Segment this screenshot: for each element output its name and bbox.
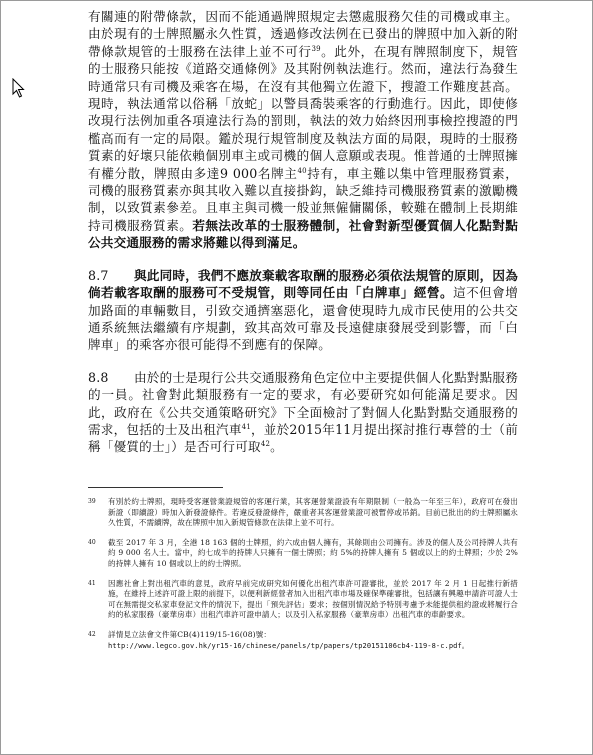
footnote-39 (88, 497, 518, 529)
footnote-42 (88, 630, 518, 651)
paragraph-8-8 (88, 369, 518, 456)
footnote-reference[interactable]: 42 (260, 440, 271, 449)
paragraph-text: 有關連的附帶條款，因而不能通過牌照規定去懲處服務欠佳的司機或車主。由於現有的士牌照屬永久性質，透過修改法例在已發出的牌照中加入新的附帶條款規管的士服務在法律上並不可行 (88, 9, 518, 59)
footnote-mark: 41 (88, 579, 96, 587)
paragraph-bold-text: 與此同時，我們不應放棄載客取酬的服務必須依法規管的原則，因為倘若載客取酬的服務可不受規管，則等同任由「白牌車」經營。 (88, 267, 518, 301)
footnote-link[interactable]: http://www.legco.gov.hk/yr15-16/chinese/panels/tp/papers/tp20151106cb4-119-8-c.pdf。 (108, 641, 469, 650)
paragraph-8-7 (88, 267, 518, 354)
paragraph-number: 8.7 (88, 267, 109, 283)
footnote-41 (88, 579, 518, 621)
footnote-reference[interactable]: 39 (311, 44, 321, 53)
footnote-text: 因應社會上對出租汽車的意見，政府早前完成研究如何優化出租汽車許可證審批，並於 2017 年 2 月 1 日起推行新措施，在維持上述許可證上限的前提下，以便利新經營者加入出租汽車市場及確保準確審批，包括讓有興趣申請許可證人士可在無需提交私家車登記文件的情況下，提出「預先評估」要求；按個別情況給予特別考慮予未能提供租約證或將履行合約的私家服務（豪華房車）出租汽車許可證申請人；以及引入私家服務（豪華房車）出租汽車的車齡要求。 (108, 578, 518, 620)
footnote-text: 有別於約士牌照，現時受客運營業證規管的客運行業，其客運營業證設有年期限制（一般為一年至三年），政府可在發出新證（即續證）時加入新發證條件。若違反發證條件，嚴重者其客運營業證可被暫停或吊銷。目前已批出的約士牌照屬永久性質，不需續牌，故在牌照中加入新規管條款在法律上並不可行。 (108, 497, 518, 528)
footnote-mark: 40 (88, 538, 96, 546)
footnote-mark: 42 (88, 630, 96, 638)
paragraph-text: 持有，車主難以集中管理服務質素，司機的服務質素亦與其收入難以直接掛鈎，缺乏維持司機服務質素的激勵機制，以致質素參差。且車主與司機一般並無僱傭關係，較難在體制上長期維持司機服務質素。 (88, 165, 519, 233)
paragraph-text: ，並於2015年11月提出探討推行專營的士（前稱「優質的士」）是否可行可取 (88, 421, 518, 455)
paragraph-text: 這不但會增加路面的車輛數目，引致交通擠塞惡化，還會使現時九成市民使用的公共交通系統無法繼續有序規劃，致其高效可靠及長遠健康發展受到影響，而「白牌車」的乘客亦很可能得不到應有的保障。 (88, 285, 519, 353)
footnote-reference[interactable]: 41 (241, 422, 251, 431)
paragraph-bold-text: 若無法改革的士服務體制，社會對新型優質個人化點對點公共交通服務的需求將難以得到滿足。 (88, 217, 519, 251)
paragraph-text: 由於的士是現行公共交通服務角色定位中主要提供個人化點對點服務的一員。社會對此類服務有一定的要求，有必要研究如何能滿足要求。因此，政府在《公共交通策略研究》下全面檢討了對個人化點對點交通服務的需求，包括的士及出租汽車 (88, 369, 518, 437)
footnote-reference[interactable]: 40 (297, 166, 307, 175)
paragraph-number: 8.8 (88, 369, 109, 385)
footnote-text: 詳情見立法會文件第CB(4)119/15-16(08)號： (108, 629, 272, 639)
footnotes-section (88, 497, 518, 660)
paragraph-text: 。此外，在現有牌照制度下，規管的士服務只能按《道路交通條例》及其附例執法進行。然而，違法行為發生時通常只有司機及乘客在場，在沒有其他獨立佐證下，搜證工作難度甚高。現時，執法通常以俗稱「放蛇」以警員喬裝乘客的行動進行。因此，即使修改現行法例加重各項違法行為的罰則，執法的效力始終因刑事檢控搜證的門檻高而有一定的局限。鑑於現行規管制度及執法方面的局限，現時的士服務質素的好壞只能依賴個別車主或司機的個人意願或表現。惟普通的士牌照擁有權分散，牌照由多達9 000名牌主 (88, 43, 519, 181)
paragraph-8-6-continued (88, 8, 518, 252)
paragraph-text: 。 (270, 439, 283, 455)
document-page (88, 8, 518, 456)
footnote-divider (88, 487, 223, 488)
footnote-40 (88, 538, 518, 570)
mouse-cursor-icon (12, 78, 26, 98)
footnote-text: 截至 2017 年 3 月，全港 18 163 個的士牌照，約六成由個人擁有，其餘則由公司擁有。涉及的個人及公司持牌人共有約 9 000 名人士。當中，約七成半的持牌人只擁有一個士牌照；約 5%的持牌人擁有 5 個或以上的約士牌照；少於 2%的持牌人擁有 10 個或以上的約士牌照。 (108, 537, 518, 568)
footnote-mark: 39 (88, 498, 96, 505)
